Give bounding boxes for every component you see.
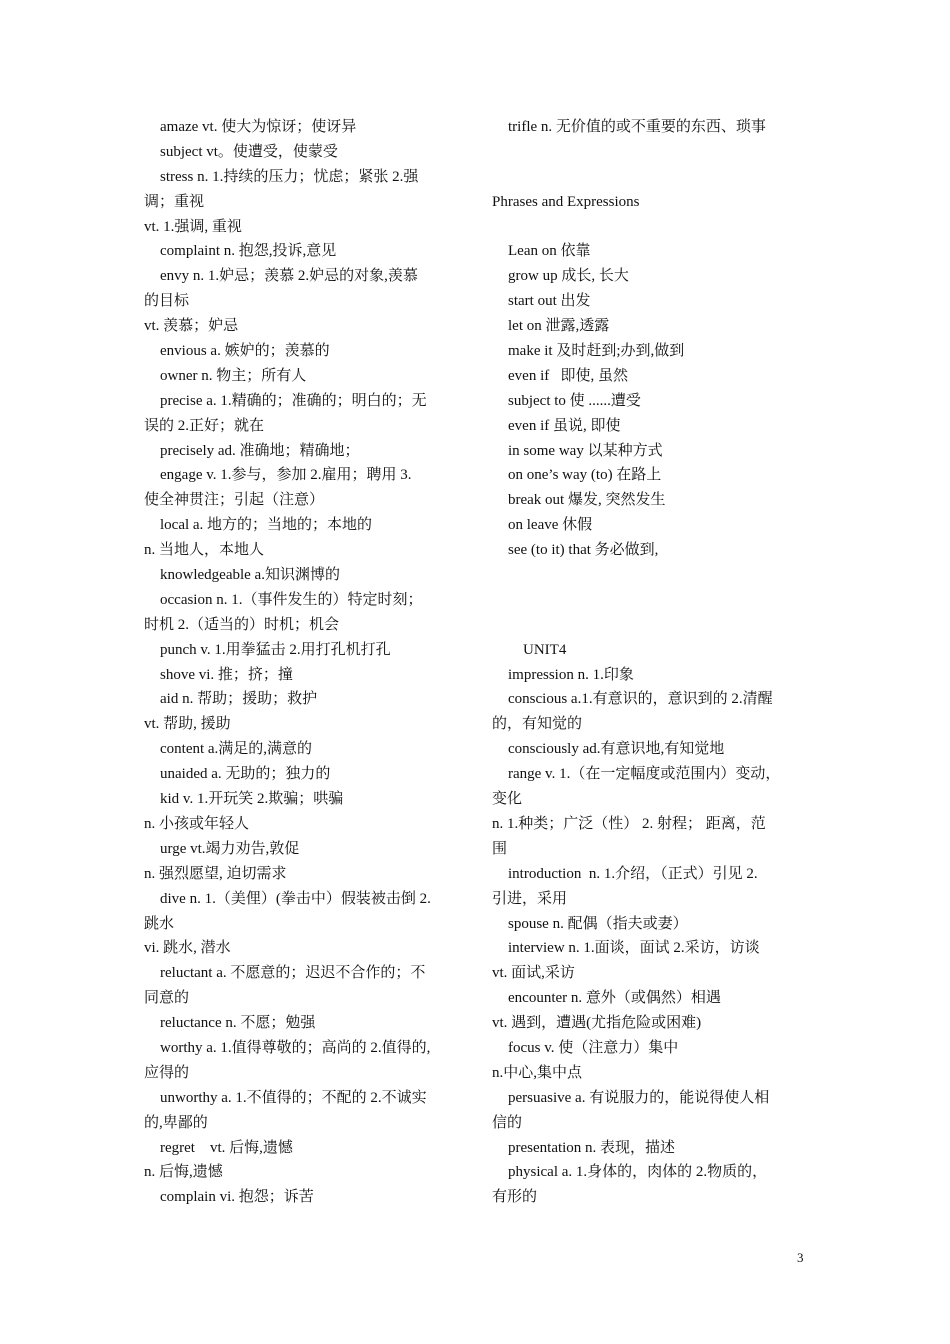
left-column [144,115,466,1210]
text-line: consciously ad.有意识地,有知觉地 [508,741,725,758]
text-line [492,588,810,613]
text-line: envy n. 1.妒忌；羡慕 2.妒忌的对象,羡慕 [160,268,418,285]
right-column [492,115,810,1210]
text-line: dive n. 1.（美俚）(拳击中）假装被击倒 2. [160,890,431,907]
text-line: introduction n. 1.介绍，（正式）引见 2. [508,865,758,882]
text-line: 时机 2.（适当的）时机；机会 [144,616,340,633]
text-line: stress n. 1.持续的压力；忧虑；紧张 2.强 [160,168,419,185]
text-line: envious a. 嫉妒的；羡慕的 [160,343,330,360]
text-line: 跳水 [144,915,175,932]
text-line: shove vi. 推；挤；撞 [160,666,293,683]
text-line: 的,卑鄙的 [144,1114,208,1131]
text-line: even if 即使, 虽然 [508,367,628,384]
text-line: local a. 地方的；当地的；本地的 [160,517,373,534]
text-line: aid n. 帮助；援助；救护 [160,691,318,708]
text-line: on leave 休假 [508,517,593,534]
text-line: grow up 成长, 长大 [508,268,629,285]
text-line: on one’s way (to) 在路上 [508,467,662,484]
text-line: conscious a.1.有意识的，意识到的 2.清醒 [508,691,773,708]
text-line: urge vt.竭力劝告,敦促 [160,840,300,857]
text-line: punch v. 1.用拳猛击 2.用打孔机打孔 [160,641,391,658]
text-line: 的目标 [144,293,190,310]
text-line: n. 1.种类；广泛（性） 2. 射程； 距离，范 [492,815,766,832]
text-line: vt. 遇到，遭遇(尤指危险或困难) [492,1015,702,1032]
text-line: encounter n. 意外（或偶然）相遇 [508,990,721,1007]
text-line: kid v. 1.开玩笑 2.欺骗；哄骗 [160,791,344,808]
text-line: 调；重视 [144,193,205,210]
text-line: vt. 羡慕；妒忌 [144,318,239,335]
text-line: break out 爆发, 突然发生 [508,492,666,509]
text-line: owner n. 物主；所有人 [160,367,307,384]
text-line: even if 虽说, 即使 [508,417,621,434]
text-line: vt. 帮助, 援助 [144,716,231,733]
text-line: make it 及时赶到;办到,做到 [508,343,685,360]
text-line: 使全神贯注；引起（注意） [144,492,325,509]
text-line: n. 小孩或年轻人 [144,815,250,832]
text-line: trifle n. 无价值的或不重要的东西、琐事 [508,119,766,135]
text-line: Phrases and Expressions [492,193,640,210]
text-line: precise a. 1.精确的；准确的；明白的；无 [160,392,427,409]
text-line: focus v. 使（注意力）集中 [508,1039,679,1056]
text-line: n. 后悔,遗憾 [144,1164,223,1181]
text-line: 应得的 [144,1064,190,1081]
text-line: knowledgeable a.知识渊博的 [160,567,340,584]
text-line: 变化 [492,791,523,808]
text-line: reluctance n. 不愿；勉强 [160,1015,316,1032]
text-line: range v. 1.（在一定幅度或范围内）变动， [508,766,781,783]
text-line: physical a. 1.身体的，肉体的 2.物质的， [508,1164,768,1181]
text-line [492,165,810,190]
text-line: see (to it) that 务必做到, [508,542,659,559]
text-line: complaint n. 抱怨,投诉,意见 [160,243,337,260]
text-line: let on 泄露,透露 [508,318,610,335]
text-line: unaided a. 无助的；独力的 [160,766,331,783]
text-line: start out 出发 [508,293,591,310]
text-line: vt. 1.强调, 重视 [144,218,242,235]
text-line [492,613,810,638]
text-line: unworthy a. 1.不值得的；不配的 2.不诚实 [160,1089,427,1106]
text-line: vi. 跳水, 潜水 [144,940,231,957]
text-line: content a.满足的,满意的 [160,741,313,758]
text-line: engage v. 1.参与，参加 2.雇用；聘用 3. [160,467,412,484]
text-line: subject vt。使遭受，使蒙受 [160,143,338,160]
text-line [492,140,810,165]
text-line: n.中心,集中点 [492,1064,583,1081]
text-line: complain vi. 抱怨；诉苦 [160,1189,314,1206]
text-line: in some way 以某种方式 [508,442,663,459]
text-line: 有形的 [492,1189,538,1206]
text-line: 信的 [492,1114,523,1131]
text-line [492,563,810,588]
text-line: presentation n. 表现，描述 [508,1139,676,1156]
page-number: 3 [797,1250,804,1265]
text-line: spouse n. 配偶（指夫或妻） [508,915,688,932]
text-line: 引进，采用 [492,890,568,907]
text-line: UNIT4 [508,641,567,658]
text-line: vt. 面试,采访 [492,965,575,982]
text-line: amaze vt. 使大为惊讶；使讶异 [160,119,357,135]
text-line: precisely ad. 准确地；精确地； [160,442,360,459]
text-line: regret vt. 后悔,遗憾 [160,1139,293,1156]
text-line: worthy a. 1.值得尊敬的；高尚的 2.值得的, [160,1039,431,1056]
text-line: subject to 使 ......遭受 [508,392,641,409]
text-line: occasion n. 1.（事件发生的）特定时刻； [160,591,423,608]
text-line [492,215,810,240]
text-line: n. 当地人，本地人 [144,542,265,559]
text-line: 的，有知觉的 [492,716,583,733]
text-line: interview n. 1.面谈，面试 2.采访，访谈 [508,940,760,957]
text-line: 围 [492,840,508,857]
text-line: persuasive a. 有说服力的，能说得使人相 [508,1089,770,1106]
text-line: 同意的 [144,990,190,1007]
text-line: reluctant a. 不愿意的；迟迟不合作的；不 [160,965,426,982]
text-line: 误的 2.正好；就在 [144,417,265,434]
text-line: Lean on 依靠 [508,243,591,260]
text-line: impression n. 1.印象 [508,666,634,683]
text-line: n. 强烈愿望, 迫切需求 [144,865,287,882]
